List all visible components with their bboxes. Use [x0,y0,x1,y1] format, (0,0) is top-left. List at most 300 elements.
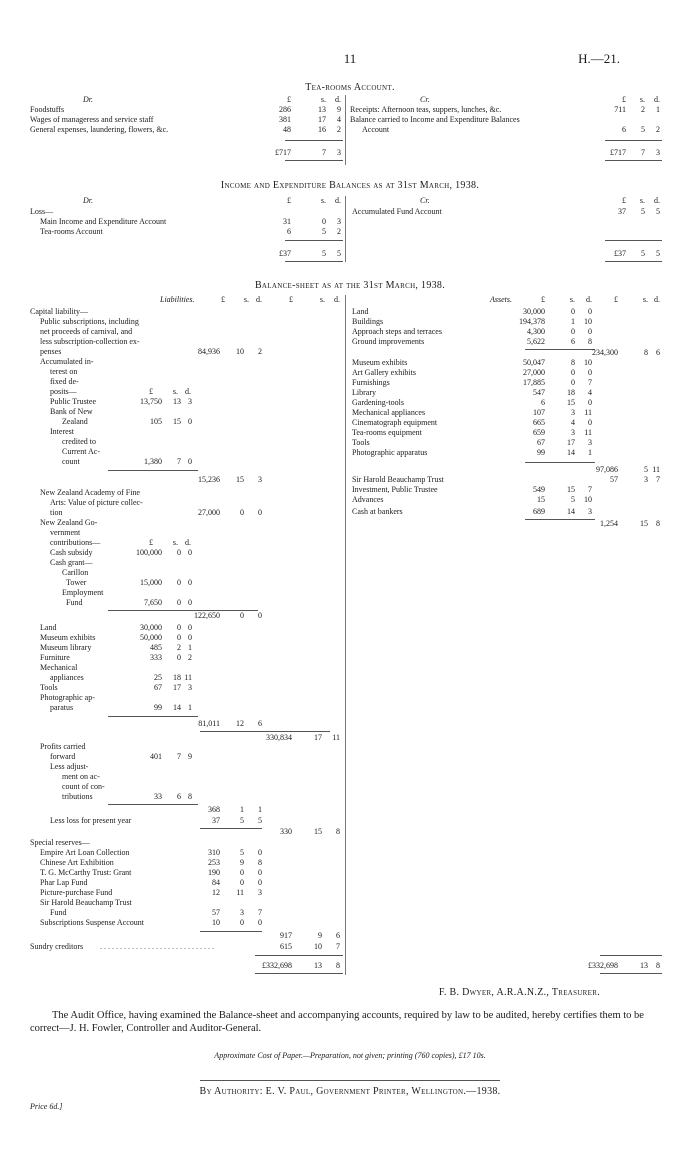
rule [285,240,343,241]
accumulated-interest-line: terest on [50,367,78,376]
rule [200,828,262,829]
column-header: £ [614,295,618,304]
reserve-pounds: 84 [212,878,220,887]
profits-net-pence: 1 [258,805,262,814]
capital-liability-heading: Capital liability— [30,307,88,316]
deposit-shillings: 7 [177,457,181,466]
column-header: d. [256,295,262,304]
gifted-asset-pounds: 30,000 [140,623,162,632]
income-dr-pence: 2 [337,227,341,236]
income-dr-item: Tea-rooms Account [40,227,103,236]
asset-shillings: 0 [571,327,575,336]
asset-shillings: 14 [567,507,575,516]
tea-cr-pounds: 6 [622,125,626,134]
beauchamp-trust-pounds: 57 [610,475,618,484]
rule [605,240,662,241]
column-divider [345,95,346,165]
asset-pence: 0 [588,327,592,336]
report-reference: H.—21. [578,51,620,66]
assets-total-pence: 8 [656,961,660,970]
government-item: Carillon [62,568,89,577]
tea-cr-shillings: 5 [641,125,645,134]
reserve-shillings: 0 [240,868,244,877]
rule [285,160,343,161]
column-header: d. [335,95,341,104]
asset-pounds: 27,000 [523,368,545,377]
deposit-item: Current Ac- [62,447,100,456]
gifted-asset-pounds: 485 [150,643,162,652]
income-dr-shillings: 0 [322,217,326,226]
column-header: d. [654,196,660,205]
public-subscriptions-line: Public subscriptions, including [40,317,139,326]
column-header: d. [185,538,191,547]
gifted-asset-pence: 0 [188,633,192,642]
reserve-pounds: 10 [212,918,220,927]
assets-total-pounds: £332,698 [588,961,618,970]
reserve-item: T. G. McCarthy Trust: Grant [40,868,132,877]
asset-item: Tea-rooms equipment [352,428,422,437]
asset-pounds: 547 [533,388,545,397]
deposit-item: Zealand [62,417,88,426]
income-dr-total-pounds: £37 [279,249,291,258]
gifted-asset-item: appliances [50,673,84,682]
column-header: s. [319,295,325,304]
asset-item: Cash at bankers [352,507,403,516]
less-loss-label: Less loss for present year [50,816,132,825]
income-dr-item: Main Income and Expenditure Account [40,217,167,226]
profits-net-pounds: 368 [208,805,220,814]
government-item-pounds: 100,000 [136,548,162,557]
less-adjustment-pence: 8 [188,792,192,801]
asset-pounds: 5,622 [527,337,545,346]
paper-cost-note: Approximate Cost of Paper.—Preparation, not given; printing (760 copies), £17 10s. [214,1051,486,1060]
column-header: s. [639,95,645,104]
reserves-total-pounds: 917 [280,931,292,940]
deposits-total-pence: 3 [258,475,262,484]
column-header: £ [622,95,626,104]
tea-cr-item: Balance carried to Income and Expenditure Balances [350,115,520,124]
rule [108,716,198,717]
income-cr-shillings: 5 [641,207,645,216]
deposit-pounds: 1,380 [144,457,162,466]
capital-total-shillings: 17 [314,733,322,742]
asset-pence: 1 [588,448,592,457]
asset-shillings: 14 [567,448,575,457]
asset-item: Land [352,307,369,316]
asset-item: Advances [352,495,384,504]
tea-cr-shillings: 2 [641,105,645,114]
asset-pence: 3 [588,438,592,447]
tea-dr-total-pounds: £717 [275,148,291,157]
asset-pence: 11 [584,408,592,417]
assets-heading: Assets. [490,295,512,304]
gifted-asset-pence: 0 [188,623,192,632]
asset-item: Mechanical appliances [352,408,426,417]
treasurer-signature: F. B. Dwyer, A.R.A.N.Z., Treasurer. [438,987,600,998]
column-divider [345,196,346,262]
tea-dr-shillings: 13 [318,105,326,114]
deposit-item: Interest [50,427,74,436]
gifted-assets-total-shillings: 12 [236,719,244,728]
profits-net-shillings: 1 [240,805,244,814]
assets-group-c-total-pence: 8 [656,519,660,528]
reserve-item: Subscriptions Suspense Account [40,918,144,927]
cr-heading: Cr. [420,95,430,104]
government-contributions-line: contributions— [50,538,101,547]
gifted-asset-shillings: 14 [173,703,181,712]
academy-pounds: 27,000 [198,508,220,517]
reserve-item: Fund [50,908,67,917]
asset-pounds: 30,000 [523,307,545,316]
assets-group-a-total-pounds: 234,300 [592,348,618,357]
column-header: d. [654,95,660,104]
asset-item: Tools [352,438,370,447]
asset-item: Library [352,388,376,397]
income-dr-pounds: 31 [283,217,291,226]
gifted-asset-pence: 11 [184,673,192,682]
tea-dr-pence: 9 [337,105,341,114]
gifted-asset-pence: 1 [188,703,192,712]
asset-item: Art Gallery exhibits [352,368,416,377]
asset-pounds: 194,378 [519,317,545,326]
reserve-item: Sir Harold Beauchamp Trust [40,898,132,907]
asset-item: Investment, Public Trustee [352,485,438,494]
government-item-shillings: 0 [177,598,181,607]
profits-final-shillings: 15 [314,827,322,836]
rule [600,955,662,956]
less-loss-shillings: 5 [240,816,244,825]
tea-dr-pounds: 381 [279,115,291,124]
asset-shillings: 1 [571,317,575,326]
reserve-pence: 0 [258,878,262,887]
asset-shillings: 0 [571,378,575,387]
reserve-pence: 7 [258,908,262,917]
government-contributions-line: vernment [50,528,81,537]
liabilities-total-pence: 8 [336,961,340,970]
public-subscriptions-line: penses [40,347,62,356]
public-subscriptions-shillings: 10 [236,347,244,356]
column-header: s. [172,387,178,396]
column-header: £ [149,387,153,396]
gifted-asset-shillings: 18 [173,673,181,682]
asset-pence: 4 [588,388,592,397]
reserve-pence: 0 [258,918,262,927]
asset-shillings: 8 [571,358,575,367]
sundry-creditors-shillings: 10 [314,942,322,951]
gifted-asset-shillings: 2 [177,643,181,652]
reserve-item: Phar Lap Fund [40,878,88,887]
public-subscriptions-pence: 2 [258,347,262,356]
gifted-asset-shillings: 0 [177,653,181,662]
government-item-pence: 0 [188,578,192,587]
deposit-pence: 3 [188,397,192,406]
gifted-asset-item: Furniture [40,653,70,662]
assets-group-b-total-pounds: 97,086 [596,465,618,474]
income-cr-item: Accumulated Fund Account [352,207,442,216]
asset-shillings: 15 [567,485,575,494]
profits-line: Profits carried [40,742,86,751]
liabilities-total-shillings: 13 [314,961,322,970]
reserve-shillings: 5 [240,848,244,857]
less-adjustment-line: ment on ac- [62,772,100,781]
income-cr-pence: 5 [656,207,660,216]
gifted-assets-total-pounds: 81,011 [198,719,220,728]
column-header: d. [586,295,592,304]
beauchamp-trust-shillings: 3 [644,475,648,484]
government-item-pounds: 7,650 [144,598,162,607]
tea-dr-pounds: 286 [279,105,291,114]
beauchamp-trust-label: Sir Harold Beauchamp Trust [352,475,444,484]
academy-shillings: 0 [240,508,244,517]
asset-pounds: 665 [533,418,545,427]
rule [285,261,343,262]
dr-heading: Dr. [83,196,94,205]
less-adjustment-line: Less adjust- [50,762,89,771]
deposit-pounds: 13,750 [140,397,162,406]
deposit-item: Public Trustee [50,397,97,406]
gifted-assets-total-pence: 6 [258,719,262,728]
column-header: d. [185,387,191,396]
sundry-creditors-label: Sundry creditors [30,942,84,951]
asset-shillings: 6 [571,337,575,346]
gifted-asset-pounds: 25 [154,673,162,682]
deposit-shillings: 15 [173,417,181,426]
reserves-total-shillings: 9 [318,931,322,940]
column-header: £ [287,95,291,104]
reserve-item: Chinese Art Exhibition [40,858,114,867]
tea-dr-pounds: 48 [283,125,291,134]
rule [525,519,595,520]
reserve-pounds: 57 [212,908,220,917]
asset-item: Cinematograph equipment [352,418,438,427]
asset-pence: 0 [588,307,592,316]
tea-dr-shillings: 16 [318,125,326,134]
less-adjustment-pounds: 33 [154,792,162,801]
accumulated-interest-line: Accumulated in- [40,357,94,366]
gifted-asset-pounds: 67 [154,683,162,692]
tea-dr-item: General expenses, laundering, flowers, &c. [30,125,169,134]
income-cr-total-pence: 5 [656,249,660,258]
asset-shillings: 15 [567,398,575,407]
rule [285,140,343,141]
asset-pounds: 15 [537,495,545,504]
asset-shillings: 3 [571,408,575,417]
income-dr-pence: 3 [337,217,341,226]
reserve-pounds: 12 [212,888,220,897]
government-item-pounds: 15,000 [140,578,162,587]
asset-item: Museum exhibits [352,358,408,367]
column-header: d. [335,196,341,205]
government-total-pounds: 122,650 [194,611,220,620]
dr-heading: Dr. [83,95,94,104]
government-item: Cash subsidy [50,548,93,557]
income-cr-pounds: 37 [618,207,626,216]
rule [605,140,662,141]
deposit-item: count [62,457,80,466]
deposit-pence: 0 [188,417,192,426]
academy-pence: 0 [258,508,262,517]
gifted-asset-shillings: 17 [173,683,181,692]
column-header: s. [639,196,645,205]
assets-group-a-total-shillings: 8 [644,348,648,357]
government-item: Tower [66,578,87,587]
asset-pounds: 99 [537,448,545,457]
government-item-pence: 0 [188,598,192,607]
special-reserves-heading: Special reserves— [30,838,90,847]
tea-dr-item: Foodstuffs [30,105,65,114]
reserve-item: Empire Art Loan Collection [40,848,130,857]
asset-pence: 7 [588,378,592,387]
less-adjustment-shillings: 6 [177,792,181,801]
income-dr-pounds: 6 [287,227,291,236]
income-expenditure-title: Income and Expenditure Balances as at 31st March, 1938. [220,180,480,191]
rule [525,462,595,463]
capital-total-pounds: 330,834 [266,733,292,742]
deposits-total-shillings: 15 [236,475,244,484]
gifted-asset-item: Tools [40,683,58,692]
asset-shillings: 5 [571,495,575,504]
reserve-shillings: 3 [240,908,244,917]
tea-cr-total-shillings: 7 [641,148,645,157]
gifted-asset-item: paratus [50,703,74,712]
assets-group-c-total-pounds: 1,254 [600,519,618,528]
asset-shillings: 3 [571,428,575,437]
beauchamp-trust-pence: 7 [656,475,660,484]
asset-pounds: 50,047 [523,358,545,367]
reserve-pence: 3 [258,888,262,897]
column-header: £ [541,295,545,304]
reserve-shillings: 11 [236,888,244,897]
academy-line: Arts: Value of picture collec- [50,498,143,507]
gifted-asset-pence: 1 [188,643,192,652]
government-item: Fund [66,598,83,607]
gifted-asset-pounds: 50,000 [140,633,162,642]
reserve-pence: 0 [258,848,262,857]
reserve-shillings: 9 [240,858,244,867]
rule [255,973,343,974]
profits-forward-pence: 9 [188,752,192,761]
reserves-total-pence: 6 [336,931,340,940]
gifted-asset-item: Museum exhibits [40,633,96,642]
accumulated-interest-line: posits— [50,387,77,396]
rule [255,955,343,956]
sundry-creditors-pence: 7 [336,942,340,951]
rule [600,973,662,974]
reserve-pounds: 190 [208,868,220,877]
deposit-shillings: 13 [173,397,181,406]
gifted-asset-pence: 3 [188,683,192,692]
reserve-pence: 8 [258,858,262,867]
tea-cr-pence: 1 [656,105,660,114]
loss-heading: Loss— [30,207,54,216]
tea-cr-total-pounds: £717 [610,148,626,157]
gifted-asset-pounds: 99 [154,703,162,712]
rule [108,470,198,471]
gifted-asset-pounds: 333 [150,653,162,662]
assets-group-b-total-pence: 11 [652,465,660,474]
profits-final-pence: 8 [336,827,340,836]
less-loss-pounds: 37 [212,816,220,825]
asset-shillings: 0 [571,307,575,316]
government-total-shillings: 0 [240,611,244,620]
government-item-shillings: 0 [177,578,181,587]
column-header: £ [287,196,291,205]
rule [200,731,330,732]
tea-rooms-title: Tea-rooms Account. [305,82,395,93]
deposit-pounds: 105 [150,417,162,426]
government-item: Cash grant— [50,558,93,567]
asset-pence: 0 [588,418,592,427]
gifted-asset-shillings: 0 [177,623,181,632]
asset-pence: 8 [588,337,592,346]
column-header: s. [569,295,575,304]
asset-item: Approach steps and terraces [352,327,442,336]
assets-total-shillings: 13 [640,961,648,970]
deposit-item: credited to [62,437,96,446]
column-header: £ [149,538,153,547]
tea-dr-pence: 2 [337,125,341,134]
tea-dr-item: Wages of manageress and service staff [30,115,154,124]
asset-pence: 7 [588,485,592,494]
price-note: Price 6d.] [30,1102,63,1111]
reserve-shillings: 0 [240,918,244,927]
public-subscriptions-pounds: 84,936 [198,347,220,356]
less-adjustment-line: count of con- [62,782,105,791]
asset-pounds: 549 [533,485,545,494]
less-adjustment-line: tributions [62,792,93,801]
column-header: £ [289,295,293,304]
income-dr-total-shillings: 5 [322,249,326,258]
reserve-pence: 0 [258,868,262,877]
asset-item: Ground improvements [352,337,425,346]
asset-shillings: 18 [567,388,575,397]
assets-group-b-total-shillings: 5 [644,465,648,474]
reserve-shillings: 0 [240,878,244,887]
cr-heading: Cr. [420,196,430,205]
gifted-asset-item: Photographic ap- [40,693,95,702]
deposits-total-pounds: 15,236 [198,475,220,484]
tea-dr-pence: 4 [337,115,341,124]
reserve-pounds: 253 [208,858,220,867]
column-header: s. [320,196,326,205]
asset-pounds: 689 [533,507,545,516]
academy-line: New Zealand Academy of Fine [40,488,140,497]
column-header: s. [642,295,648,304]
asset-shillings: 17 [567,438,575,447]
column-header: s. [243,295,249,304]
column-header: s. [320,95,326,104]
public-subscriptions-line: less subscription-collection ex- [40,337,140,346]
gifted-asset-pence: 2 [188,653,192,662]
asset-pence: 0 [588,398,592,407]
tea-cr-item: Receipts: Afternoon teas, suppers, lunches, &c. [350,105,502,114]
rule [200,931,262,932]
footer-rule [200,1080,500,1081]
tea-dr-total-pence: 3 [337,148,341,157]
capital-total-pence: 11 [332,733,340,742]
reserve-item: Picture-purchase Fund [40,888,113,897]
asset-pence: 0 [588,368,592,377]
gifted-asset-shillings: 0 [177,633,181,642]
accumulated-interest-line: fixed de- [50,377,79,386]
asset-item: Buildings [352,317,384,326]
balance-sheet-title: Balance-sheet as at the 31st March, 1938. [254,280,446,291]
profits-forward-pounds: 401 [150,752,162,761]
government-printer-imprint: By Authority: E. V. Paul, Government Printer, Wellington.—1938. [199,1086,501,1097]
tea-cr-item: Account [362,125,390,134]
government-item: Employment [62,588,104,597]
asset-pounds: 4,300 [527,327,545,336]
